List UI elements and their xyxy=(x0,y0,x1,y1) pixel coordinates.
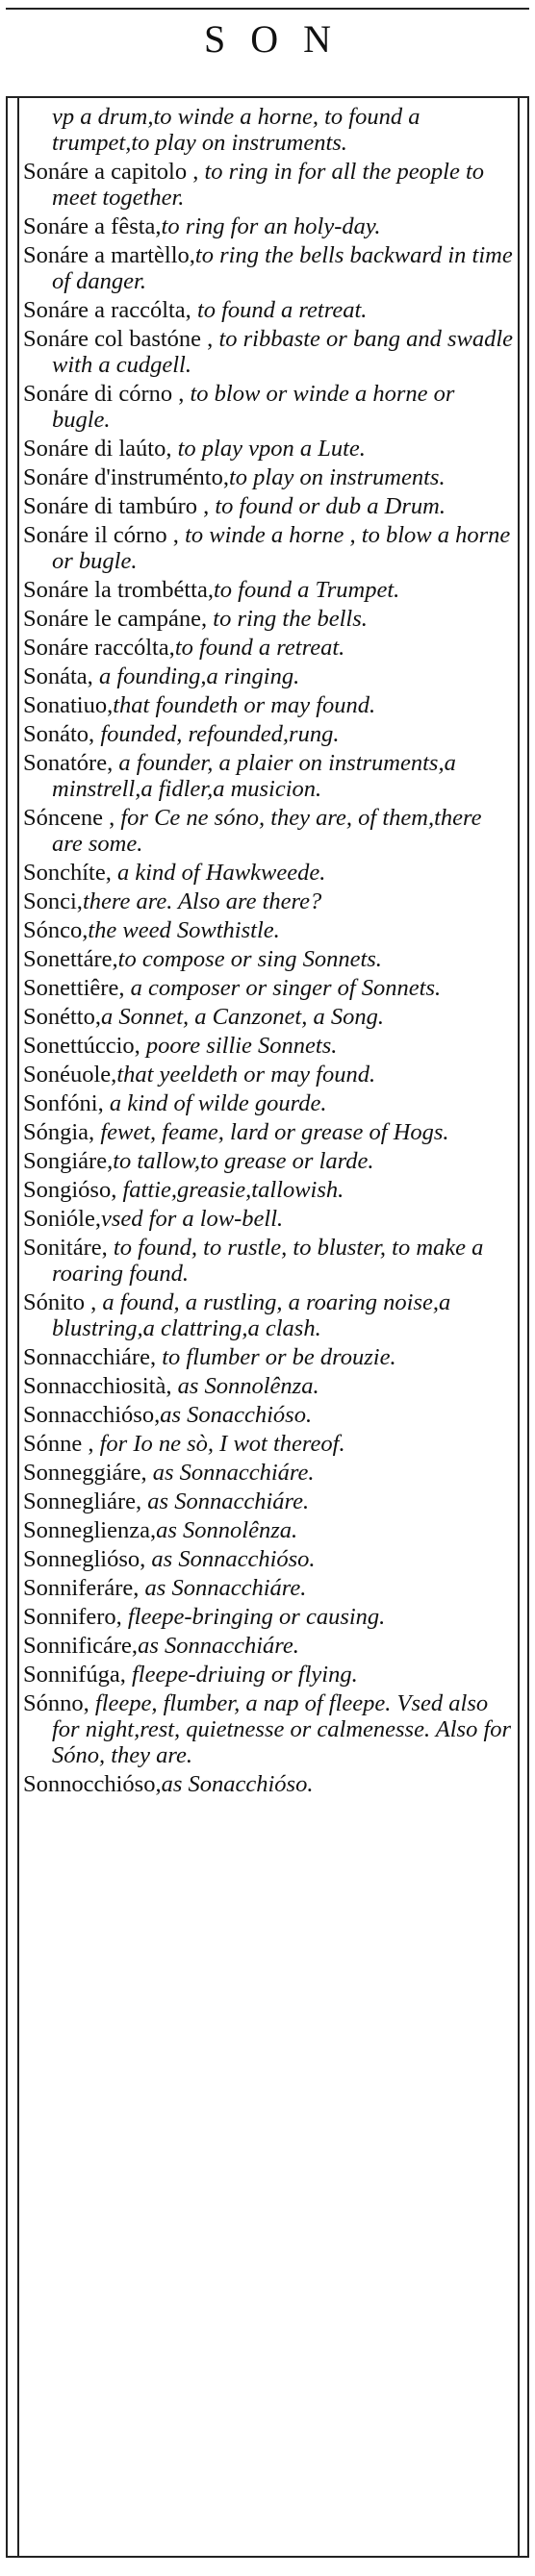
entry-headword: Sonnegliáre, xyxy=(23,1488,142,1514)
entry-definition: as Sonnacchiáre. xyxy=(139,1575,307,1601)
dictionary-entry xyxy=(23,860,514,886)
entry-headword: Sonnacchiosità, xyxy=(23,1373,172,1399)
dictionary-entry xyxy=(23,1177,514,1203)
dictionary-entry xyxy=(23,606,514,632)
entry-definition: the weed Sowthistle. xyxy=(88,917,280,943)
dictionary-entry xyxy=(23,1662,514,1688)
entry-headword: Sonáre raccólta, xyxy=(23,635,175,661)
entry-headword: Sonáre a capitolo , xyxy=(23,159,199,185)
entry-headword: Sonáre le campáne, xyxy=(23,606,208,632)
dictionary-entry xyxy=(23,721,514,747)
entry-headword: Sonáre a fêsta, xyxy=(23,213,162,239)
dictionary-entry xyxy=(23,522,514,574)
entry-headword: Sonchíte, xyxy=(23,860,112,886)
entry-definition: a kind of wilde gourde. xyxy=(103,1090,327,1116)
entry-definition: a kind of Hawkweede. xyxy=(111,860,326,886)
dictionary-entry xyxy=(23,1033,514,1059)
entry-definition: for Io ne sò, I wot thereof. xyxy=(93,1431,345,1457)
dictionary-entry xyxy=(23,297,514,323)
dictionary-entry xyxy=(23,1289,514,1341)
entry-definition: a Sonnet, a Canzonet, a Song. xyxy=(101,1004,384,1030)
dictionary-entry xyxy=(23,381,514,433)
entry-definition: to ring the bells. xyxy=(207,606,368,632)
entry-headword: Sonáre di córno , xyxy=(23,381,185,407)
entry-definition: fattie,greasie,tallowish. xyxy=(116,1177,344,1203)
entry-definition: fleepe-driuing or flying. xyxy=(125,1662,358,1688)
entry-definition: to compose or sing Sonnets. xyxy=(117,946,382,972)
entry-headword: Sonniferáre, xyxy=(23,1575,140,1601)
entry-definition: vsed for a low-bell. xyxy=(101,1206,284,1232)
dictionary-entry xyxy=(23,159,514,211)
entry-headword: Sonáre di laúto, xyxy=(23,436,172,462)
entry-headword: Sóncene , xyxy=(23,805,115,831)
page-header xyxy=(6,8,529,67)
dictionary-entry xyxy=(23,1373,514,1399)
entry-definition: as Sonnolênza. xyxy=(171,1373,319,1399)
entry-definition: there are. Also are there? xyxy=(82,888,322,914)
entry-headword: Sonáto, xyxy=(23,721,95,747)
entry-definition: that foundeth or may found. xyxy=(113,692,376,718)
entry-headword: Sonáre d'instruménto, xyxy=(23,464,229,490)
entry-headword: Sonáre la trombétta, xyxy=(23,577,214,603)
entry-headword: Sónito , xyxy=(23,1289,97,1315)
dictionary-entry xyxy=(23,917,514,943)
dictionary-entry xyxy=(23,1604,514,1630)
dictionary-entry xyxy=(23,1148,514,1174)
dictionary-entry xyxy=(23,1090,514,1116)
entry-headword: Sónco, xyxy=(23,917,89,943)
entry-headword: Sonétto, xyxy=(23,1004,101,1030)
entry-definition: to ring in for all the people to meet together. xyxy=(52,159,485,211)
dictionary-entry xyxy=(23,663,514,689)
entry-definition: to ring for an holy-day. xyxy=(161,213,381,239)
entry-definition: to found a Trumpet. xyxy=(213,577,400,603)
dictionary-entry xyxy=(23,1235,514,1287)
entry-definition: to found or dub a Drum. xyxy=(209,493,446,519)
entry-headword: Sonnacchiáre, xyxy=(23,1344,157,1370)
entry-definition: as Sonnacchiáre. xyxy=(138,1633,299,1659)
entry-headword: Sonfóni, xyxy=(23,1090,104,1116)
entry-definition: to found a retreat. xyxy=(191,297,368,323)
dictionary-entry xyxy=(23,1431,514,1457)
dictionary-entry xyxy=(23,1488,514,1514)
dictionary-entry xyxy=(23,1344,514,1370)
dictionary-entry xyxy=(23,577,514,603)
entry-definition: a found, a rustling, a roaring noise,a blustring,a clattring,a clash. xyxy=(52,1289,451,1341)
entry-headword: Songiáre, xyxy=(23,1148,114,1174)
page-frame xyxy=(6,96,529,2558)
entry-definition: to blow or winde a horne or bugle. xyxy=(52,381,455,433)
entry-definition: to ribbaste or bang and swadle with a cudgell. xyxy=(52,326,514,378)
dictionary-entry xyxy=(23,326,514,378)
entry-headword: Sonnifero, xyxy=(23,1604,122,1630)
entry-definition: a founder, a plaier on instruments,a minstrell,a fidler,a musicion. xyxy=(52,750,456,802)
entry-headword: Sonáre di tambúro , xyxy=(23,493,210,519)
entry-definition: as Sonacchióso. xyxy=(160,1402,313,1428)
dictionary-entry xyxy=(23,1062,514,1088)
dictionary-entry xyxy=(23,1690,514,1768)
entry-definition: a composer or singer of Sonnets. xyxy=(124,975,442,1001)
entry-definition: as Sonnacchiáre. xyxy=(141,1488,310,1514)
dictionary-entry xyxy=(23,1460,514,1486)
dictionary-entry xyxy=(23,1575,514,1601)
dictionary-entry xyxy=(23,104,514,156)
entry-headword: Sonneglióso, xyxy=(23,1546,146,1572)
entry-headword: Songióso, xyxy=(23,1177,117,1203)
entry-definition: as Sonnolênza. xyxy=(156,1517,298,1543)
dictionary-entry xyxy=(23,1771,514,1797)
entry-headword: Sonneglienza, xyxy=(23,1517,157,1543)
dictionary-entry xyxy=(23,1546,514,1572)
entry-definition: to winde a horne , to blow a horne or bugle. xyxy=(52,522,511,574)
entry-headword: Sonáre a raccólta, xyxy=(23,297,191,323)
entry-headword: Sonitáre, xyxy=(23,1235,108,1261)
dictionary-entry xyxy=(23,805,514,857)
entry-definition: poore sillie Sonnets. xyxy=(140,1033,338,1059)
dictionary-entry xyxy=(23,1004,514,1030)
page-title: SON xyxy=(203,16,357,61)
entry-headword: Sonéuole, xyxy=(23,1062,117,1088)
entry-headword: Sóngia, xyxy=(23,1119,95,1145)
entry-definition: fleepe-bringing or causing. xyxy=(121,1604,386,1630)
entry-definition: a founding,a ringing. xyxy=(92,663,300,689)
entry-definition: vp a drum,to winde a horne, to found a trumpet,to play on instruments. xyxy=(52,104,420,156)
entry-definition: to tallow,to grease or larde. xyxy=(113,1148,374,1174)
entry-headword: Sonatóre, xyxy=(23,750,114,776)
dictionary-entry xyxy=(23,1633,514,1659)
entry-definition: to play vpon a Lute. xyxy=(171,436,366,462)
dictionary-entry xyxy=(23,213,514,239)
entry-definition: to flumber or be drouzie. xyxy=(156,1344,396,1370)
entry-definition: for Ce ne sóno, they are, of them,there are some. xyxy=(52,805,482,857)
entry-headword: Sonáta, xyxy=(23,663,93,689)
entry-headword: Sonettáre, xyxy=(23,946,118,972)
dictionary-entry xyxy=(23,750,514,802)
entry-definition: fleepe, flumber, a nap of fleepe. Vsed also for night,rest, quietnesse or calmenesse. Also for Sóno, they are. xyxy=(52,1690,512,1768)
dictionary-entry xyxy=(23,946,514,972)
entry-headword: Sonettúccio, xyxy=(23,1033,140,1059)
text-column xyxy=(17,98,520,2556)
entry-definition: as Sonacchióso. xyxy=(161,1771,314,1797)
entry-headword: Sonáre il córno , xyxy=(23,522,179,548)
entry-headword: Sonnacchióso, xyxy=(23,1402,161,1428)
entry-headword: Sonnocchióso, xyxy=(23,1771,162,1797)
entry-headword: Sonáre a martèllo, xyxy=(23,242,195,268)
entry-definition: as Sonnacchiáre. xyxy=(146,1460,315,1486)
entry-headword: Sónno, xyxy=(23,1690,89,1716)
entry-definition: to ring the bells backward in time of danger. xyxy=(52,242,513,294)
dictionary-entry xyxy=(23,975,514,1001)
entry-definition: to found a retreat. xyxy=(174,635,345,661)
entry-definition: to found, to rustle, to bluster, to make a roaring found. xyxy=(52,1235,484,1287)
dictionary-entry xyxy=(23,436,514,462)
entry-headword: Sónne , xyxy=(23,1431,94,1457)
entry-headword: Sonneggiáre, xyxy=(23,1460,147,1486)
entry-headword: Sonáre col bastóne , xyxy=(23,326,214,352)
dictionary-entry xyxy=(23,1206,514,1232)
dictionary-entry xyxy=(23,1517,514,1543)
entry-definition: fewet, feame, lard or grease of Hogs. xyxy=(94,1119,449,1145)
entry-list xyxy=(23,104,514,1800)
dictionary-entry xyxy=(23,1119,514,1145)
dictionary-entry xyxy=(23,242,514,294)
entry-definition: that yeeldeth or may found. xyxy=(116,1062,376,1088)
dictionary-entry xyxy=(23,464,514,490)
entry-headword: Sonnificáre, xyxy=(23,1633,139,1659)
dictionary-entry xyxy=(23,635,514,661)
dictionary-entry xyxy=(23,493,514,519)
dictionary-entry xyxy=(23,1402,514,1428)
entry-definition: as Sonnacchióso. xyxy=(145,1546,316,1572)
dictionary-entry xyxy=(23,888,514,914)
entry-headword: Sonettiêre, xyxy=(23,975,125,1001)
entry-headword: Sonnifúga, xyxy=(23,1662,126,1688)
entry-headword: Sonci, xyxy=(23,888,83,914)
entry-headword: Sonatiuo, xyxy=(23,692,114,718)
entry-definition: founded, refounded,rung. xyxy=(94,721,340,747)
entry-headword: Sonióle, xyxy=(23,1206,101,1232)
dictionary-entry xyxy=(23,692,514,718)
entry-definition: to play on instruments. xyxy=(229,464,446,490)
